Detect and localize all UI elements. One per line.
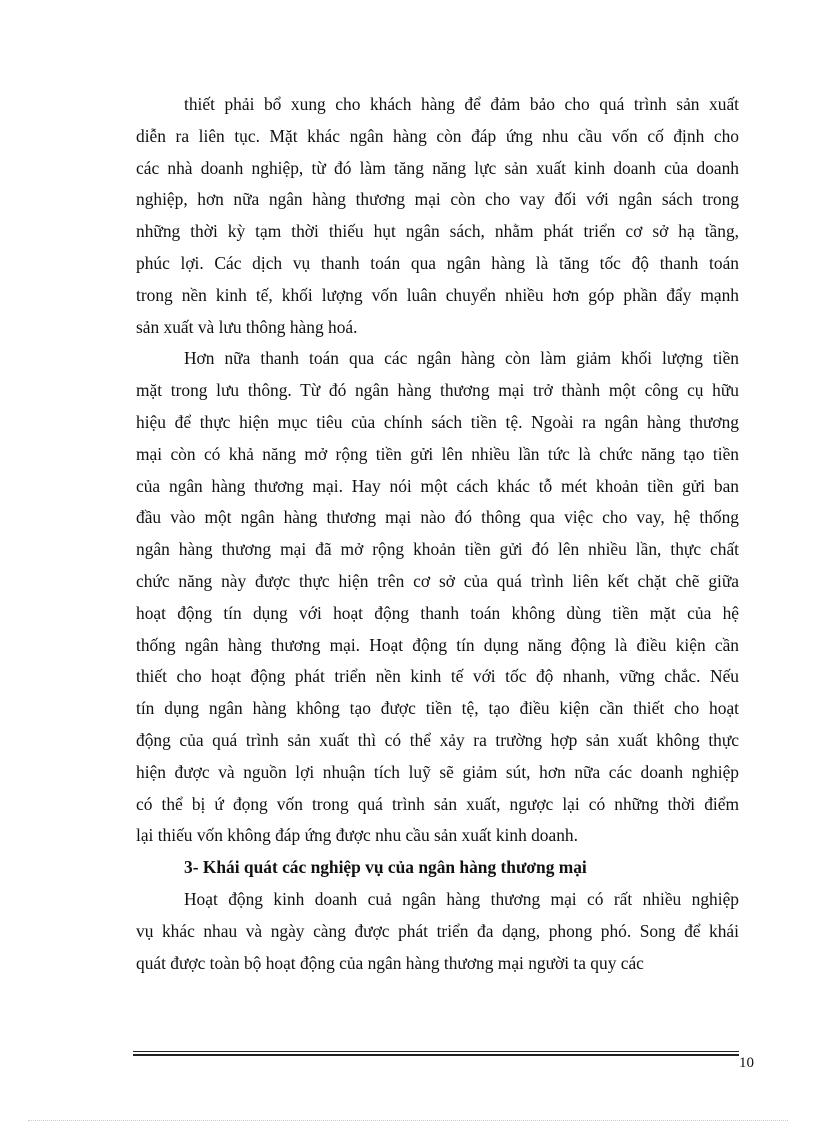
text-line: mặt trong lưu thông. Từ đó ngân hàng thương mại trở thành một công cụ hữu xyxy=(136,380,739,401)
text-line: của ngân hàng thương mại. Hay nói một cách khác tỗ mét khoản tiền gửi ban xyxy=(136,475,739,496)
text-line: hiệu để thực hiện mục tiêu của chính sách tiền tệ. Ngoài ra ngân hàng thương xyxy=(136,411,739,432)
text-line: thống ngân hàng thương mại. Hoạt động tín dụng năng động là điều kiện cần xyxy=(136,634,739,655)
text-line: thiết cho hoạt động phát triển nền kinh tế với tốc độ nhanh, vững chắc. Nếu xyxy=(136,666,739,687)
text-line: quát được toàn bộ hoạt động của ngân hàng thương mại người ta quy các xyxy=(136,952,644,973)
text-line: hoạt động tín dụng với hoạt động thanh toán không dùng tiền mặt của hệ xyxy=(136,602,739,623)
text-line: sản xuất và lưu thông hàng hoá. xyxy=(136,316,358,337)
text-line: trong nền kinh tế, khối lượng vốn luân chuyển nhiều hơn góp phần đẩy mạnh xyxy=(136,284,739,305)
text-line: lại thiếu vốn không đáp ứng được nhu cầu sản xuất kinh doanh. xyxy=(136,825,578,846)
text-line: chức năng này được thực hiện trên cơ sở của quá trình liên kết chặt chẽ giữa xyxy=(136,570,739,591)
text-line: Hoạt động kinh doanh cuả ngân hàng thương mại có rất nhiều nghiệp xyxy=(184,888,739,909)
footer-rule xyxy=(133,1051,739,1052)
body-text xyxy=(136,88,739,978)
text-line: thiết phải bổ xung cho khách hàng để đảm bảo cho quá trình sản xuất xyxy=(184,94,739,114)
footer-rule-thick xyxy=(133,1054,739,1056)
text-line: phúc lợi. Các dịch vụ thanh toán qua ngân hàng là tăng tốc độ thanh toán xyxy=(136,252,739,273)
text-line: hiện được và nguồn lợi nhuận tích luỹ sẽ giảm sút, hơn nữa các doanh nghiệp xyxy=(136,761,739,782)
section-heading: 3- Khái quát các nghiệp vụ của ngân hàng thương mại xyxy=(184,857,587,878)
text-line: mại còn có khả năng mở rộng tiền gửi lên nhiều lần tức là chức năng tạo tiền xyxy=(136,443,739,464)
text-line: ngân hàng thương mại đã mở rộng khoản tiền gửi đó lên nhiều lần, thực chất xyxy=(136,539,739,560)
text-line: nghiệp, hơn nữa ngân hàng thương mại còn cho vay đối với ngân sách trong xyxy=(136,189,739,210)
text-line: diễn ra liên tục. Mặt khác ngân hàng còn đáp ứng nhu cầu vốn cố định cho xyxy=(136,125,739,146)
text-line: đầu vào một ngân hàng thương mại nào đó thông qua việc cho vay, hệ thống xyxy=(136,507,739,528)
text-line: những thời kỳ tạm thời thiếu hụt ngân sách, nhằm phát triển cơ sở hạ tầng, xyxy=(136,221,739,242)
text-line: động của quá trình sản xuất thì có thể xảy ra trường hợp sản xuất không thực xyxy=(136,729,739,750)
text-line: tín dụng ngân hàng không tạo được tiền tệ, tạo điều kiện cần thiết cho hoạt xyxy=(136,698,739,719)
text-line: các nhà doanh nghiệp, từ đó làm tăng năng lực sản xuất kinh doanh của doanh xyxy=(136,157,739,178)
page-edge xyxy=(28,1120,788,1121)
text-line: vụ khác nhau và ngày càng được phát triển đa dạng, phong phó. Song để khái xyxy=(136,920,739,941)
text-line: có thể bị ứ đọng vốn trong quá trình sản xuất, ngược lại có những thời điểm xyxy=(136,793,739,814)
page-number: 10 xyxy=(739,1055,754,1071)
text-line: Hơn nữa thanh toán qua các ngân hàng còn làm giảm khối lượng tiền xyxy=(184,348,739,369)
